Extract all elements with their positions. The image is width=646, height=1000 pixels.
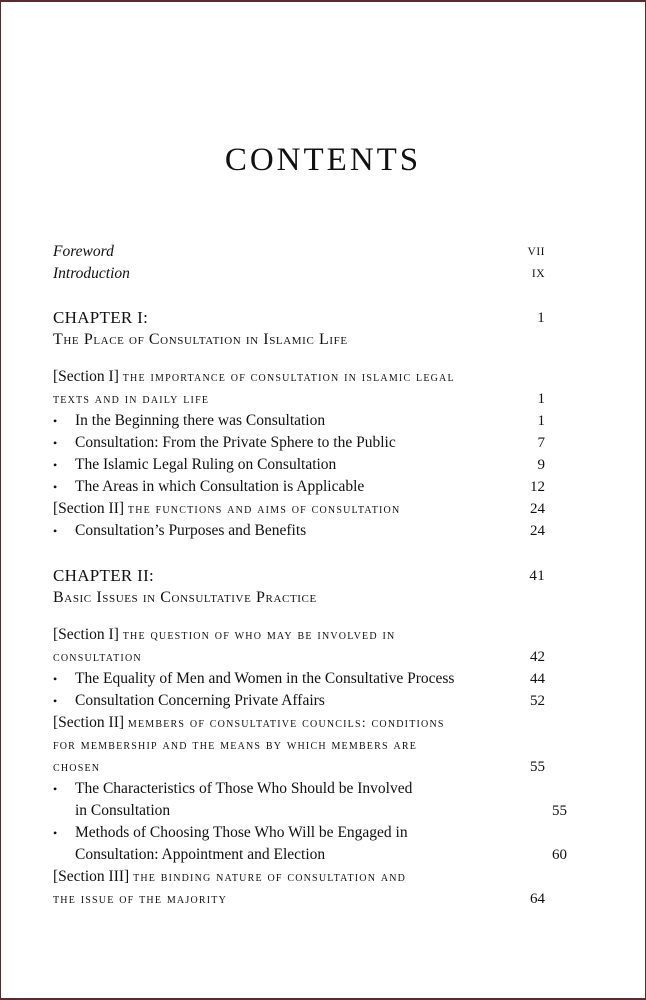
section-prefix: [Section I] [53,626,119,643]
entry-page-number: 24 [530,501,545,517]
section-title-cont: consultation [53,650,142,665]
entry-page-number: 24 [530,523,545,539]
entry-page-number: 1 [537,413,545,429]
toc-entry[interactable] [53,778,545,800]
section-title-cont: chosen [53,760,101,775]
bullet-icon: • [53,458,58,472]
entry-label: In the Beginning there was Consultation [75,412,326,429]
section-title: the importance of consultation in islamic legal [122,370,455,385]
section-heading[interactable] [53,498,545,521]
entry-page-number: 64 [530,891,545,907]
entry-label: Consultation’s Purposes and Benefits [75,522,307,539]
section-title-cont: for membership and the means by which members are [53,738,418,753]
entry-page-number: 1 [537,310,545,326]
section-heading[interactable] [53,712,545,735]
section-prefix: [Section II] [53,714,125,731]
chapter-title[interactable]: The Place of Consultation in Islamic Life [53,331,348,348]
section-heading[interactable] [53,624,545,647]
section-title-cont: the issue of the majority [53,892,227,907]
entry-page-number: 1 [537,391,545,407]
section-title: the functions and aims of consultation [127,502,401,517]
entry-page-number: 12 [530,479,545,495]
chapter-number: CHAPTER I: [53,308,149,327]
bullet-icon: • [53,694,58,708]
entry-label: Methods of Choosing Those Who Will be Engaged in [75,824,408,841]
entry-page-number: 55 [552,803,567,819]
chapter-heading[interactable] [53,565,545,587]
section-heading-cont[interactable] [53,646,545,669]
bullet-icon: • [53,436,58,450]
entry-page-number: 9 [537,457,545,473]
entry-label: The Characteristics of Those Who Should be Involved [75,780,413,797]
bullet-icon: • [53,782,58,796]
bullet-icon: • [53,826,58,840]
section-heading[interactable] [53,366,545,389]
section-heading-cont[interactable] [53,756,545,779]
section-heading-cont[interactable] [53,388,545,411]
toc-entry[interactable] [53,410,545,432]
section-heading-cont[interactable] [53,888,545,911]
toc-entry[interactable] [53,476,545,498]
entry-page-number: 44 [530,671,545,687]
entry-label: Consultation Concerning Private Affairs [75,692,325,709]
toc-entry[interactable] [53,690,545,712]
toc-entry-cont[interactable] [53,844,567,866]
bullet-icon: • [53,672,58,686]
section-title: the question of who may be involved in [122,628,396,643]
entry-label: Consultation: From the Private Sphere to the Public [75,434,396,451]
section-title-cont: texts and in daily life [53,392,210,407]
entry-label: Introduction [53,265,130,282]
section-title: members of consultative councils: conditions [127,716,445,731]
entry-page-number: 55 [530,759,545,775]
section-heading[interactable] [53,866,545,889]
entry-page-number: VII [527,246,545,258]
section-prefix: [Section III] [53,868,130,885]
entry-page-number: 7 [537,435,545,451]
toc-entry[interactable] [53,454,545,476]
entry-page-number: 60 [552,847,567,863]
entry-label: The Areas in which Consultation is Applicable [75,478,365,495]
toc-entry-introduction[interactable] [53,263,545,285]
entry-label: Foreword [53,243,114,260]
entry-page-number: 41 [529,568,545,584]
section-prefix: [Section II] [53,500,125,517]
entry-label-cont: in Consultation [75,802,171,819]
chapter-number: CHAPTER II: [53,566,155,585]
chapter-heading[interactable] [53,307,545,329]
toc-entry-cont[interactable] [53,800,567,822]
entry-page-number: 42 [530,649,545,665]
entry-label: The Islamic Legal Ruling on Consultation [75,456,337,473]
bullet-icon: • [53,524,58,538]
chapter-title[interactable]: Basic Issues in Consultative Practice [53,589,317,606]
section-prefix: [Section I] [53,368,119,385]
toc-entry[interactable] [53,432,545,454]
toc-entry[interactable] [53,520,545,542]
entry-page-number: 52 [530,693,545,709]
toc-entry[interactable] [53,668,545,690]
section-title: the binding nature of consultation and [133,870,407,885]
entry-label: The Equality of Men and Women in the Consultative Process [75,670,455,687]
entry-label-cont: Consultation: Appointment and Election [75,846,326,863]
toc-entry[interactable] [53,822,545,844]
section-heading-cont[interactable] [53,734,545,757]
page-title: CONTENTS [224,142,422,178]
entry-page-number: IX [531,268,545,280]
bullet-icon: • [53,414,58,428]
bullet-icon: • [53,480,58,494]
toc-entry-foreword[interactable] [53,241,545,263]
